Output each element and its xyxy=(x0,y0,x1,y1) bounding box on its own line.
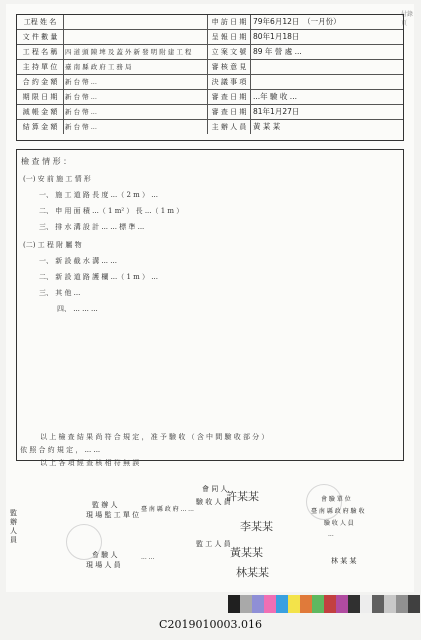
footer-role: 監 辦 人 xyxy=(92,501,118,509)
stamp-line: 驗 收 人 員 xyxy=(324,520,354,527)
row-label: 合 約 金 額 xyxy=(17,75,64,89)
signature: 李某某 xyxy=(240,520,273,533)
row-label: 期 限 日 期 xyxy=(17,90,64,104)
color-swatch xyxy=(324,595,336,613)
footer-vertical-label: 監 辦 人 員 xyxy=(10,509,17,544)
header-row xyxy=(17,120,403,134)
row-value xyxy=(65,15,205,29)
body-line: 二、 新 設 道 路 護 欄 ...（ 1 m ） ... xyxy=(39,273,158,281)
footer-detail: ... ... xyxy=(141,554,155,561)
color-swatch xyxy=(360,595,372,613)
seal-stamp xyxy=(66,524,102,560)
color-swatch xyxy=(240,595,252,613)
row-right-value: 89 年 營 處 ... xyxy=(253,47,302,56)
inspection-title: 檢 查 情 形 ： xyxy=(21,157,72,166)
row-right-value xyxy=(253,60,401,74)
row-value: 四 道 頭 陳 埤 及 蓋 外 新 發 明 附 建 工 程 xyxy=(65,48,192,56)
row-right-value: 81年1月27日 xyxy=(253,107,300,116)
color-swatch xyxy=(372,595,384,613)
row-right-label: 審 查 日 期 xyxy=(207,90,251,104)
signature: 林某某 xyxy=(236,566,269,579)
header-row xyxy=(17,45,403,60)
body-line: 三、 排 水 溝 設 計 ... ... 標 準 ... xyxy=(39,223,145,231)
body-line: 一、 新 設 截 水 溝 ... ... xyxy=(39,257,117,265)
corner-mark: 付錄頁 xyxy=(401,11,414,27)
body-line: 四、 ... ... ... xyxy=(57,305,98,313)
body-line: 二、 申 用 面 積 ...（ 1 m² ） 長 ...（ 1 m ） xyxy=(39,207,184,215)
row-value: 新 台 幣 ... xyxy=(65,108,97,116)
header-row xyxy=(17,75,403,90)
document-code: C2019010003.016 xyxy=(159,618,262,631)
row-right-label: 主 辦 人 員 xyxy=(207,120,251,134)
color-swatch xyxy=(252,595,264,613)
color-swatch xyxy=(228,595,240,613)
color-swatch xyxy=(288,595,300,613)
body-line: 三、 其 他 ... xyxy=(39,289,81,297)
body-line: (一) 安 前 施 工 情 形 xyxy=(23,175,91,183)
color-swatch xyxy=(408,595,420,613)
stamp-line: 臺 南 縣 政 府 驗 收 xyxy=(311,508,365,515)
color-swatch xyxy=(348,595,360,613)
row-right-label: 審 查 日 期 xyxy=(207,105,251,119)
color-swatch xyxy=(384,595,396,613)
header-row xyxy=(17,90,403,105)
color-swatch xyxy=(312,595,324,613)
body-line: (二) 工 程 附 屬 物 xyxy=(23,241,82,249)
row-right-value: ...年 驗 收 ... xyxy=(253,92,297,101)
header-row xyxy=(17,30,403,45)
footer-sub: 現 場 人 員 xyxy=(86,561,121,569)
footer-right-label: 監 工 人 員 xyxy=(196,540,231,548)
footer-sub: 現 場 監 工 單 位 xyxy=(86,511,140,519)
header-row xyxy=(17,105,403,120)
document-sheet xyxy=(6,4,414,592)
row-label: 工程 姓 名 xyxy=(17,15,64,29)
signature: 許某某 xyxy=(226,490,259,503)
footer-right-label: 驗 收 人 員 xyxy=(196,498,231,506)
color-swatch xyxy=(264,595,276,613)
color-swatch xyxy=(300,595,312,613)
body-line: 一、 施 工 道 路 長 度 ...（ 2 m ） ... xyxy=(39,191,158,199)
signature: 黃某某 xyxy=(230,546,263,559)
row-right-value xyxy=(253,75,401,89)
header-table xyxy=(16,14,404,141)
color-swatch xyxy=(276,595,288,613)
row-value: 臺 南 縣 政 府 工 務 局 xyxy=(65,63,132,71)
stamp-line: ... xyxy=(328,531,334,538)
row-label: 文 件 數 量 xyxy=(17,30,64,44)
row-right-value: 79年6月12日 （一月份） xyxy=(253,17,341,26)
inspection-box xyxy=(16,149,404,461)
stamp-line: 林 某 某 xyxy=(331,557,357,565)
stamp-line: 會 驗 單 位 xyxy=(321,496,351,503)
row-right-label: 立 案 文 號 xyxy=(207,45,251,59)
row-value xyxy=(65,30,205,44)
footer-detail: 臺 南 縣 政 府 ... ... xyxy=(141,506,194,513)
row-value: 新 台 幣 ... xyxy=(65,123,97,131)
row-label: 工 程 名 稱 xyxy=(17,45,64,59)
conclusion-line: 以 上 各 項 經 查 核 相 符 無 誤 xyxy=(40,459,140,467)
color-swatch xyxy=(336,595,348,613)
row-right-value: 80年1月18日 xyxy=(253,32,300,41)
row-right-label: 呈 報 日 期 xyxy=(207,30,251,44)
row-label: 結 算 金 額 xyxy=(17,120,64,134)
row-right-value: 黃 某 某 xyxy=(253,122,281,131)
color-swatch xyxy=(396,595,408,613)
row-value: 新 台 幣 ... xyxy=(65,78,97,86)
row-value: 新 台 幣 ... xyxy=(65,93,97,101)
footer-role: 會 驗 人 xyxy=(92,551,118,559)
header-row xyxy=(17,15,403,30)
row-right-label: 審 核 意 見 xyxy=(207,60,251,74)
row-label: 減 帳 金 額 xyxy=(17,105,64,119)
row-right-label: 申 訪 日 期 xyxy=(207,15,251,29)
row-right-label: 決 議 事 項 xyxy=(207,75,251,89)
conclusion-line: 依 照 合 約 規 定 ， ... ... xyxy=(20,446,101,454)
header-row xyxy=(17,60,403,75)
footer-right-label: 會 同 人 xyxy=(202,485,228,493)
conclusion-line: 以 上 檢 查 結 果 尚 符 合 規 定 ， 准 予 驗 收 （ 含 中 間 驗 收 部 分 ） xyxy=(40,433,269,441)
row-label: 主 持 單 位 xyxy=(17,60,64,74)
